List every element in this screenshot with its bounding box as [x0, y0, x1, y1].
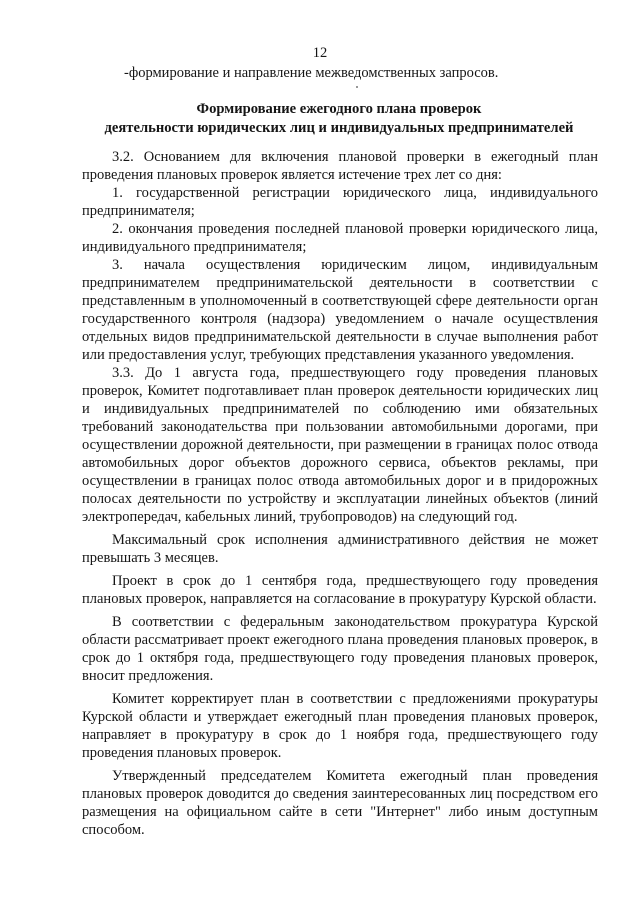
- paragraph-prosecutor-review: В соответствии с федеральным законодательством прокуратура Курской области рассматривает проект ежегодного плана проведения плановых проверок, в срок до 1 октября года, предшествующего году проведения плановых проверок, вносит предложения.: [82, 614, 598, 684]
- section-heading-line-2: деятельности юридических лиц и индивидуальных предпринимателей: [104, 120, 574, 136]
- paragraph-publication: Утвержденный председателем Комитета ежегодный план проведения плановых проверок доводится до сведения заинтересованных лиц посредством его размещения на официальном сайте в сети "Интернет" либо иным доступным способом.: [82, 768, 598, 838]
- scan-speck: [540, 489, 542, 491]
- paragraph-plan-correction: Комитет корректирует план в соответствии с предложениями прокуратуры Курской области и утверждает ежегодный план проведения плановых проверок, направляет в прокуратуру в срок до 1 ноября года, предшествующего году проведения плановых проверок.: [82, 691, 598, 761]
- body-text: [82, 148, 598, 839]
- paragraph-project-approval: Проект в срок до 1 сентября года, предшествующего году проведения плановых проверок, направляется на согласование в прокуратуру Курской области.: [82, 573, 598, 607]
- section-heading-line-1: Формирование ежегодного плана проверок: [196, 101, 482, 117]
- list-item-3: 3. начала осуществления юридическим лицом, индивидуальным предпринимателем предпринимательской деятельности в соответствии с представленным в уполномоченный в соответствующей сфере деятельности орган государственного контроля (надзора) уведомлением о начале осуществления отдельных видов предпринимательской деятельности в случае выполнения работ или предоставления услуг, требующих представления указанного уведомления.: [82, 257, 598, 363]
- list-item-2: 2. окончания проведения последней плановой проверки юридического лица, индивидуального предпринимателя;: [82, 221, 598, 255]
- paragraph-max-term: Максимальный срок исполнения административного действия не может превышать 3 месяцев.: [82, 532, 598, 566]
- paragraph-3-3: 3.3. До 1 августа года, предшествующего году проведения плановых проверок, Комитет подготавливает план проверок деятельности юридических лиц и индивидуальных предпринимателей по соблюдению ими обязательных требований законодательства при пользовании автомобильными дорогами, при осуществлении дорожной деятельности, при размещении в границах полос отвода автомобильных дорог объектов дорожного сервиса, объектов рекламы, при осуществлении в границах полос отвода автомобильных дорог и в придорожных полосах деятельности по устройству и эксплуатации линейных объектов (линий электропередач, кабельных линий, трубопроводов) на следующий год.: [82, 365, 598, 525]
- paragraph-3-2: 3.2. Основанием для включения плановой проверки в ежегодный план проведения плановых проверок является истечение трех лет со дня:: [82, 149, 598, 183]
- lead-line: -формирование и направление межведомственных запросов.: [124, 65, 499, 81]
- page-number: 12: [312, 45, 328, 61]
- list-item-1: 1. государственной регистрации юридического лица, индивидуального предпринимателя;: [82, 185, 598, 219]
- scan-speck: [356, 86, 358, 88]
- section-heading: [90, 100, 588, 138]
